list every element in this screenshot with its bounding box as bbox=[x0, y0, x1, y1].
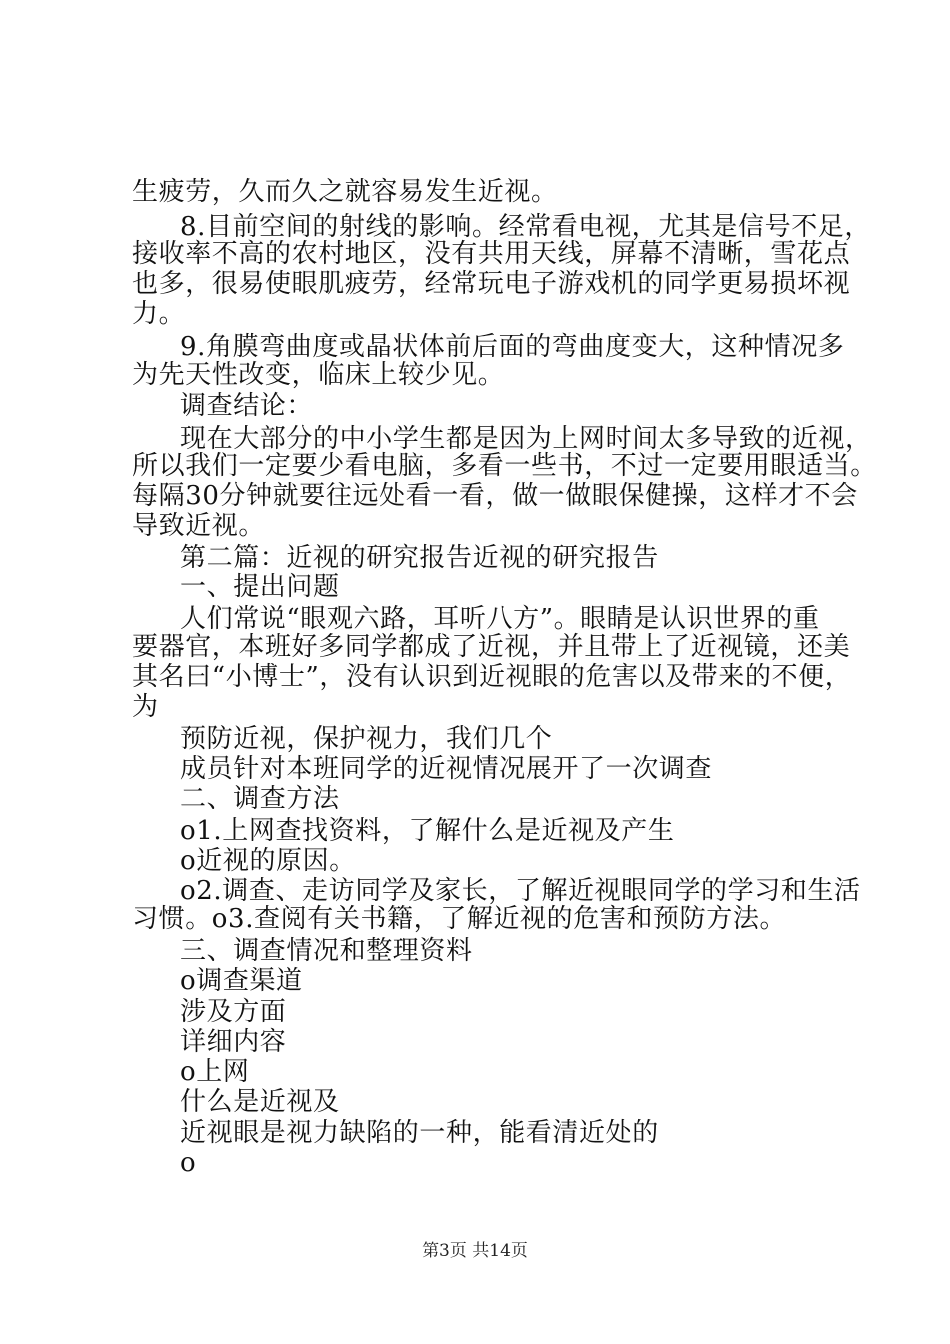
text-line: 9.角膜弯曲度或晶状体前后面的弯曲度变大，这种情况多 bbox=[180, 332, 845, 362]
text-line: 力。 bbox=[132, 299, 186, 329]
text-line: 习惯。o3.查阅有关书籍，了解近视的危害和预防方法。 bbox=[132, 904, 787, 934]
text-line: 生疲劳，久而久之就容易发生近视。 bbox=[132, 177, 558, 207]
text-line: 所以我们一定要少看电脑，多看一些书，不过一定要用眼适当。 bbox=[132, 451, 877, 481]
list-item: o bbox=[180, 1148, 197, 1178]
chapter-title: 第二篇：近视的研究报告近视的研究报告 bbox=[180, 543, 659, 573]
page-number-footer: 第3页 共14页 bbox=[422, 1241, 528, 1261]
text-line: 导致近视。 bbox=[132, 511, 266, 541]
text-line: 预防近视，保护视力，我们几个 bbox=[180, 724, 553, 754]
text-line: 其名曰“小博士”，没有认识到近视眼的危害以及带来的不便， bbox=[132, 662, 852, 692]
text-line: 现在大部分的中小学生都是因为上网时间太多导致的近视， bbox=[180, 424, 872, 454]
text-line: 详细内容 bbox=[180, 1027, 287, 1057]
text-line: 为先天性改变，临床上较少见。 bbox=[132, 360, 505, 390]
section-heading: 一、提出问题 bbox=[180, 572, 340, 602]
text-line: 也多，很易使眼肌疲劳，经常玩电子游戏机的同学更易损坏视 bbox=[132, 269, 851, 299]
text-line: 成员针对本班同学的近视情况展开了一次调查 bbox=[180, 754, 713, 784]
list-item: o调查渠道 bbox=[180, 966, 303, 996]
list-item: o近视的原因。 bbox=[180, 846, 356, 876]
list-item: o2.调查、走访同学及家长，了解近视眼同学的学习和生活 bbox=[180, 876, 861, 906]
text-line: 为 bbox=[132, 692, 159, 722]
text-line: 每隔30分钟就要往远处看一看，做一做眼保健操，这样才不会 bbox=[132, 481, 858, 511]
list-item: o1.上网查找资料，了解什么是近视及产生 bbox=[180, 816, 675, 846]
text-line: 接收率不高的农村地区，没有共用天线，屏幕不清晰，雪花点 bbox=[132, 239, 851, 269]
text-line: 8.目前空间的射线的影响。经常看电视，尤其是信号不足， bbox=[180, 212, 872, 242]
text-line: 近视眼是视力缺陷的一种，能看清近处的 bbox=[180, 1118, 659, 1148]
section-heading: 调查结论： bbox=[180, 391, 314, 421]
text-line: 涉及方面 bbox=[180, 997, 287, 1027]
text-line: 什么是近视及 bbox=[180, 1087, 340, 1117]
section-heading: 二、调查方法 bbox=[180, 784, 340, 814]
text-line: 要器官，本班好多同学都成了近视，并且带上了近视镜，还美 bbox=[132, 632, 851, 662]
text-line: 人们常说“眼观六路，耳听八方”。眼睛是认识世界的重 bbox=[180, 604, 820, 634]
section-heading: 三、调查情况和整理资料 bbox=[180, 936, 473, 966]
list-item: o上网 bbox=[180, 1057, 250, 1087]
